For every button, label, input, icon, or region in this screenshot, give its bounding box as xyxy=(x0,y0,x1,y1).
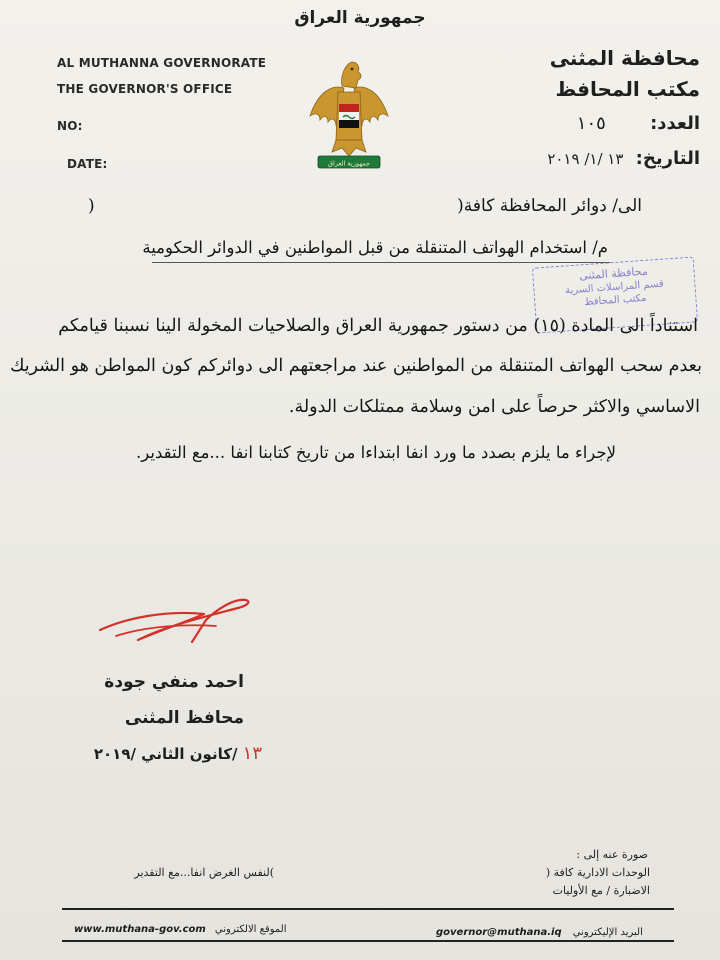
footer-email-label: البريد الإليكتروني xyxy=(572,927,643,938)
body-line-2: بعدم سحب الهواتف المتنقلة من المواطنين عند مراجعتهم الى دوائركم كون المواطن هو الشريك xyxy=(9,356,702,376)
subject-underline xyxy=(152,262,610,263)
date-value: ١٣ /١/ ٢٠١٩ xyxy=(547,150,624,168)
footer-website: www.muthana-gov.com xyxy=(74,924,206,935)
governorate-ar: محافظة المثنى xyxy=(549,46,700,70)
emblem-banner-text: جمهورية العراق xyxy=(328,159,370,168)
addressee: الى/ دوائر المحافظة كافة( xyxy=(457,196,642,216)
subject-line: م/ استخدام الهواتف المتنقلة من قبل المواطنين في الدوائر الحكومية xyxy=(142,238,608,257)
copies-item-1: الوحدات الادارية كافة ( xyxy=(545,866,650,879)
number-label-en: NO: xyxy=(57,119,83,133)
closing-line: لإجراء ما يلزم بصدد ما ورد انفا ابتداءا من تاريخ كتابنا انفا ...مع التقدير. xyxy=(136,443,616,462)
office-en: THE GOVERNOR'S OFFICE xyxy=(57,82,233,96)
signatory-title: محافظ المثنى xyxy=(124,708,244,728)
copies-note: )لنفس الغرض انفا...مع التقدير xyxy=(134,866,274,879)
addressee-close: ) xyxy=(88,196,95,216)
office-ar: مكتب المحافظ xyxy=(555,77,700,101)
flag-red-band xyxy=(339,104,359,112)
footer-rule-top xyxy=(62,908,674,910)
copies-item-2: الاضبارة / مع الأوليات xyxy=(552,884,650,897)
republic-title: جمهورية العراق xyxy=(294,8,426,28)
signatory-name: احمد منفي جودة xyxy=(104,672,244,692)
date-row xyxy=(547,148,700,169)
signatory-date-row xyxy=(94,743,262,764)
stamp-line-2: قسم المراسلات السرية xyxy=(564,278,665,297)
date-label-en: DATE: xyxy=(67,157,108,171)
eagle-head xyxy=(342,62,361,88)
footer-rule-bottom xyxy=(62,940,674,942)
footer-website-label: الموقع الالكتروني xyxy=(214,924,287,935)
date-label-ar: التاريخ: xyxy=(635,148,700,169)
body-line-3: الاساسي والاكثر حرصاً على امن وسلامة ممتلكات الدولة. xyxy=(288,397,700,417)
footer-email: governor@muthana.iq xyxy=(436,927,562,938)
handwritten-signature-icon xyxy=(96,596,256,652)
number-row xyxy=(577,113,700,134)
signatory-date: /كانون الثاني /٢٠١٩ xyxy=(93,745,238,763)
footer-email-row xyxy=(436,920,643,939)
stamp-line-3: مكتب المحافظ xyxy=(583,292,647,309)
body-line-1: استناداً الى المادة (١٥) من دستور جمهورية العراق والصلاحيات المخولة الينا نسبنا قيامكم xyxy=(58,316,698,336)
footer-website-row xyxy=(74,917,287,936)
stamp-line-1: محافظة المثنى xyxy=(578,264,649,283)
flag-black-band xyxy=(339,120,359,128)
flag-white-band xyxy=(339,112,359,120)
iraq-eagle-emblem-icon xyxy=(306,58,392,174)
number-label-ar: العدد: xyxy=(650,113,700,134)
number-value: ١٠٥ xyxy=(576,113,606,134)
signatory-date-day: ١٣ xyxy=(242,743,262,764)
governorate-en: AL MUTHANNA GOVERNORATE xyxy=(57,56,267,70)
copies-header: صورة عنه إلى : xyxy=(576,848,648,861)
